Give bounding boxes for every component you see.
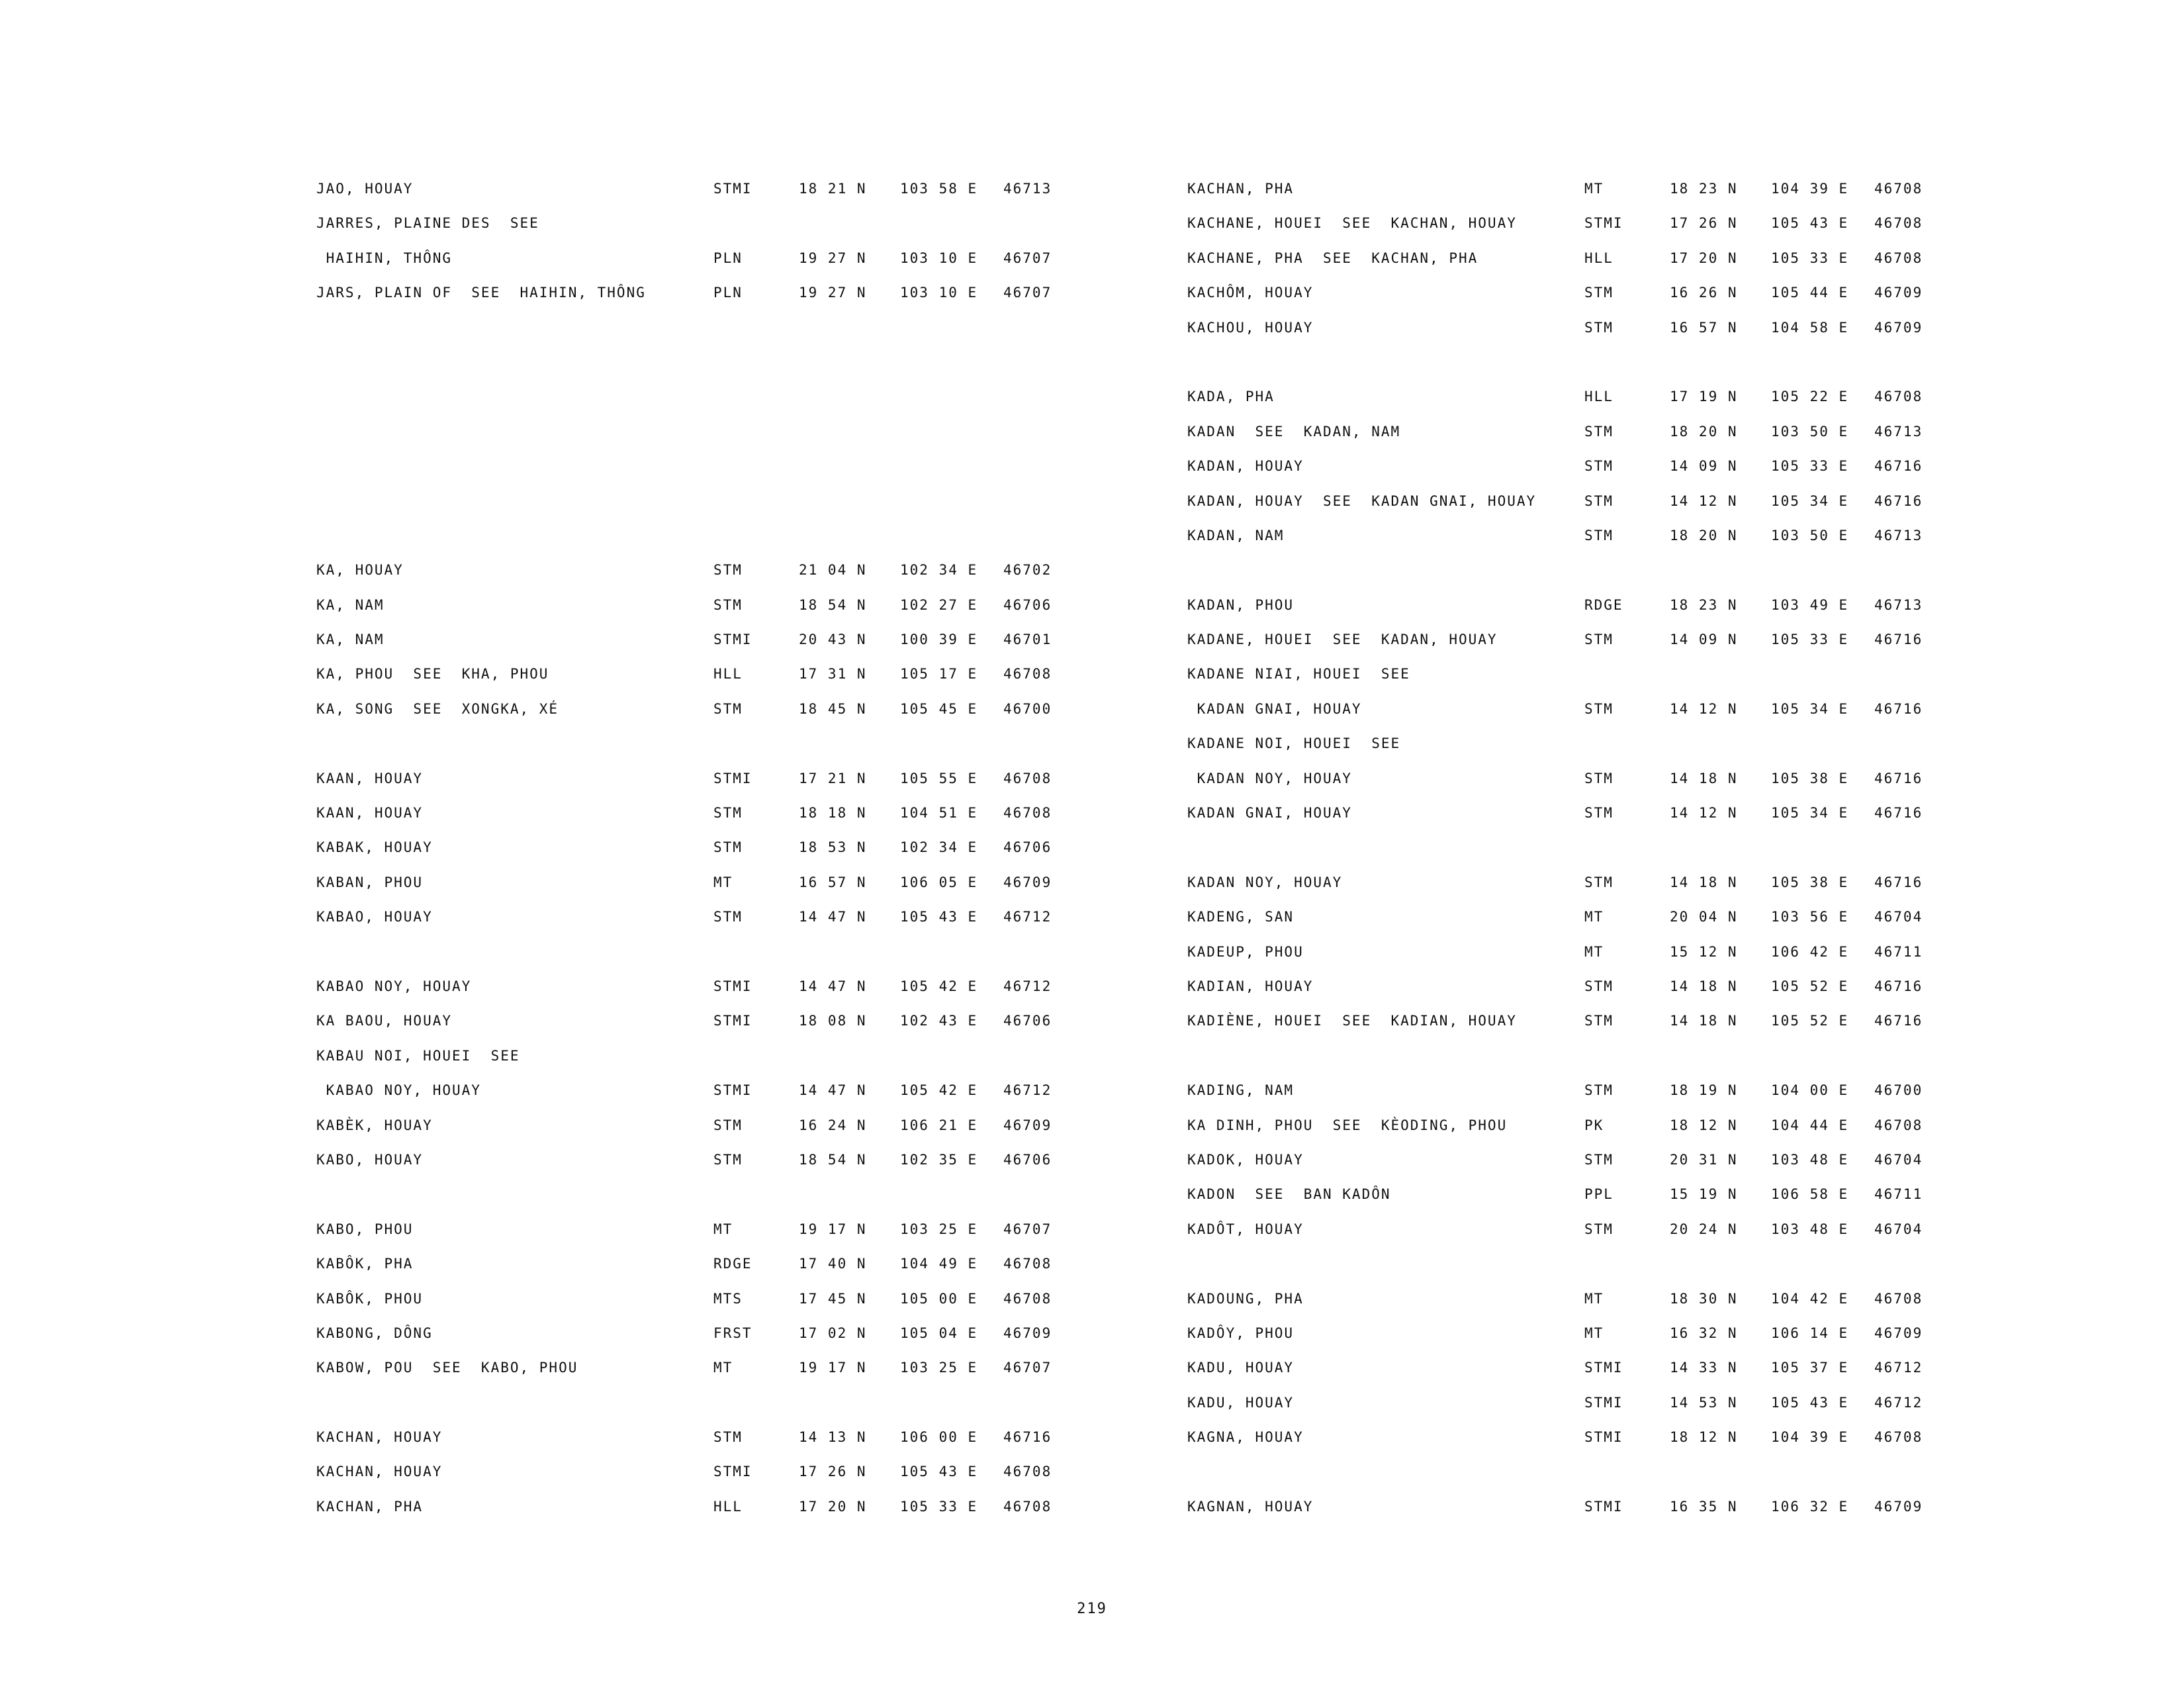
sheet-number: 46709: [1003, 1325, 1052, 1341]
feature-type: STM: [1584, 978, 1614, 994]
feature-type: STM: [713, 700, 743, 717]
place-name: KA DINH, PHOU SEE KÈODING, PHOU: [1187, 1117, 1508, 1133]
latitude: 18 54 N: [799, 1151, 867, 1168]
longitude: 105 22 E: [1771, 389, 1849, 405]
latitude: 18 12 N: [1670, 1117, 1738, 1133]
place-name: KADAN, PHOU: [1187, 596, 1295, 613]
longitude: 104 58 E: [1771, 319, 1849, 336]
sheet-number: 46704: [1874, 1151, 1923, 1168]
latitude: 18 45 N: [799, 700, 867, 717]
sheet-number: 46716: [1874, 700, 1923, 717]
place-name: KADAN, HOUAY: [1187, 458, 1304, 475]
latitude: 18 23 N: [1670, 596, 1738, 613]
place-name: KABÔK, PHA: [316, 1256, 414, 1272]
sheet-number: 46716: [1003, 1429, 1052, 1446]
feature-type: MTS: [713, 1290, 743, 1307]
longitude: 106 14 E: [1771, 1325, 1849, 1341]
feature-type: STM: [1584, 805, 1614, 821]
feature-type: STM: [713, 839, 743, 856]
latitude: 16 57 N: [799, 874, 867, 890]
feature-type: STM: [713, 805, 743, 821]
sheet-number: 46708: [1003, 770, 1052, 786]
place-name: KADAN GNAI, HOUAY: [1187, 700, 1362, 717]
longitude: 106 00 E: [900, 1429, 978, 1446]
feature-type: STM: [1584, 632, 1614, 648]
longitude: 105 37 E: [1771, 1360, 1849, 1376]
feature-type: MT: [1584, 1290, 1604, 1307]
feature-type: HLL: [1584, 389, 1614, 405]
longitude: 102 43 E: [900, 1013, 978, 1029]
place-name: KAGNA, HOUAY: [1187, 1429, 1304, 1446]
place-name: KACHÔM, HOUAY: [1187, 285, 1314, 301]
place-name: KA BAOU, HOUAY: [316, 1013, 453, 1029]
sheet-number: 46708: [1003, 1256, 1052, 1272]
sheet-number: 46716: [1874, 492, 1923, 509]
latitude: 14 09 N: [1670, 458, 1738, 475]
longitude: 106 58 E: [1771, 1186, 1849, 1203]
feature-type: STM: [1584, 458, 1614, 475]
sheet-number: 46713: [1874, 423, 1923, 440]
longitude: 106 05 E: [900, 874, 978, 890]
longitude: 105 43 E: [900, 1464, 978, 1480]
place-name: KA, PHOU SEE KHA, PHOU: [316, 666, 549, 682]
longitude: 103 50 E: [1771, 527, 1849, 543]
place-name: KADA, PHA: [1187, 389, 1275, 405]
latitude: 17 45 N: [799, 1290, 867, 1307]
feature-type: PPL: [1584, 1186, 1614, 1203]
latitude: 20 04 N: [1670, 909, 1738, 925]
latitude: 17 26 N: [799, 1464, 867, 1480]
place-name: KADEUP, PHOU: [1187, 943, 1304, 960]
longitude: 104 00 E: [1771, 1082, 1849, 1099]
feature-type: STMI: [713, 770, 752, 786]
place-name: KACHANE, HOUEI SEE KACHAN, HOUAY: [1187, 215, 1517, 232]
longitude: 103 25 E: [900, 1221, 978, 1237]
longitude: 100 39 E: [900, 632, 978, 648]
feature-type: STM: [713, 1429, 743, 1446]
longitude: 102 35 E: [900, 1151, 978, 1168]
longitude: 105 45 E: [900, 700, 978, 717]
latitude: 18 18 N: [799, 805, 867, 821]
sheet-number: 46700: [1874, 1082, 1923, 1099]
place-name: KABAU NOI, HOUEI SEE: [316, 1047, 520, 1064]
place-name: KABAO, HOUAY: [316, 909, 433, 925]
place-name: KADIÈNE, HOUEI SEE KADIAN, HOUAY: [1187, 1013, 1517, 1029]
place-name: KADANE NOI, HOUEI SEE: [1187, 735, 1401, 752]
feature-type: STM: [1584, 1151, 1614, 1168]
sheet-number: 46712: [1003, 1082, 1052, 1099]
longitude: 105 44 E: [1771, 285, 1849, 301]
place-name: KADAN SEE KADAN, NAM: [1187, 423, 1401, 440]
place-name: KADÔY, PHOU: [1187, 1325, 1295, 1341]
latitude: 16 57 N: [1670, 319, 1738, 336]
place-name: JARS, PLAIN OF SEE HAIHIN, THÔNG: [316, 285, 646, 301]
sheet-number: 46702: [1003, 562, 1052, 579]
feature-type: MT: [1584, 943, 1604, 960]
latitude: 21 04 N: [799, 562, 867, 579]
place-name: KABO, HOUAY: [316, 1151, 424, 1168]
feature-type: STMI: [1584, 1394, 1623, 1411]
latitude: 18 12 N: [1670, 1429, 1738, 1446]
longitude: 105 55 E: [900, 770, 978, 786]
latitude: 17 20 N: [799, 1498, 867, 1515]
feature-type: STM: [1584, 423, 1614, 440]
sheet-number: 46713: [1874, 527, 1923, 543]
longitude: 104 49 E: [900, 1256, 978, 1272]
longitude: 102 34 E: [900, 562, 978, 579]
place-name: KACHAN, HOUAY: [316, 1464, 443, 1480]
sheet-number: 46709: [1874, 285, 1923, 301]
longitude: 105 52 E: [1771, 978, 1849, 994]
place-name: JAO, HOUAY: [316, 181, 414, 197]
latitude: 16 24 N: [799, 1117, 867, 1133]
feature-type: PLN: [713, 250, 743, 266]
latitude: 16 32 N: [1670, 1325, 1738, 1341]
latitude: 20 24 N: [1670, 1221, 1738, 1237]
longitude: 104 51 E: [900, 805, 978, 821]
sheet-number: 46709: [1874, 1498, 1923, 1515]
place-name: KABAO NOY, HOUAY: [316, 1082, 481, 1099]
feature-type: STM: [1584, 1221, 1614, 1237]
sheet-number: 46709: [1003, 874, 1052, 890]
latitude: 16 35 N: [1670, 1498, 1738, 1515]
longitude: 103 56 E: [1771, 909, 1849, 925]
sheet-number: 46712: [1874, 1360, 1923, 1376]
feature-type: STM: [1584, 1082, 1614, 1099]
place-name: KAAN, HOUAY: [316, 805, 424, 821]
place-name: KAAN, HOUAY: [316, 770, 424, 786]
feature-type: STM: [1584, 770, 1614, 786]
feature-type: FRST: [713, 1325, 752, 1341]
latitude: 14 47 N: [799, 978, 867, 994]
sheet-number: 46708: [1874, 1117, 1923, 1133]
longitude: 104 44 E: [1771, 1117, 1849, 1133]
sheet-number: 46716: [1874, 805, 1923, 821]
feature-type: STMI: [713, 1464, 752, 1480]
place-name: KADENG, SAN: [1187, 909, 1295, 925]
place-name: KABO, PHOU: [316, 1221, 414, 1237]
feature-type: MT: [713, 874, 733, 890]
latitude: 18 21 N: [799, 181, 867, 197]
sheet-number: 46712: [1003, 978, 1052, 994]
longitude: 103 49 E: [1771, 596, 1849, 613]
sheet-number: 46700: [1003, 700, 1052, 717]
latitude: 14 47 N: [799, 909, 867, 925]
sheet-number: 46716: [1874, 458, 1923, 475]
sheet-number: 46716: [1874, 1013, 1923, 1029]
feature-type: STMI: [1584, 1360, 1623, 1376]
feature-type: STM: [713, 909, 743, 925]
sheet-number: 46712: [1003, 909, 1052, 925]
place-name: KABAN, PHOU: [316, 874, 424, 890]
latitude: 18 19 N: [1670, 1082, 1738, 1099]
latitude: 18 08 N: [799, 1013, 867, 1029]
sheet-number: 46708: [1874, 215, 1923, 232]
sheet-number: 46708: [1003, 805, 1052, 821]
sheet-number: 46716: [1874, 874, 1923, 890]
place-name: KACHOU, HOUAY: [1187, 319, 1314, 336]
sheet-number: 46713: [1874, 596, 1923, 613]
latitude: 19 17 N: [799, 1221, 867, 1237]
longitude: 102 34 E: [900, 839, 978, 856]
sheet-number: 46709: [1874, 319, 1923, 336]
latitude: 18 54 N: [799, 596, 867, 613]
feature-type: HLL: [713, 666, 743, 682]
longitude: 104 39 E: [1771, 181, 1849, 197]
place-name: JARRES, PLAINE DES SEE: [316, 215, 539, 232]
longitude: 103 58 E: [900, 181, 978, 197]
longitude: 103 48 E: [1771, 1151, 1849, 1168]
place-name: KADOK, HOUAY: [1187, 1151, 1304, 1168]
sheet-number: 46712: [1874, 1394, 1923, 1411]
feature-type: RDGE: [1584, 596, 1623, 613]
feature-type: PK: [1584, 1117, 1604, 1133]
feature-type: STM: [1584, 1013, 1614, 1029]
place-name: KADING, NAM: [1187, 1082, 1295, 1099]
place-name: KABÔK, PHOU: [316, 1290, 424, 1307]
longitude: 103 50 E: [1771, 423, 1849, 440]
sheet-number: 46716: [1874, 632, 1923, 648]
place-name: KADAN GNAI, HOUAY: [1187, 805, 1352, 821]
sheet-number: 46708: [1874, 181, 1923, 197]
longitude: 105 33 E: [1771, 250, 1849, 266]
sheet-number: 46704: [1874, 909, 1923, 925]
latitude: 15 12 N: [1670, 943, 1738, 960]
longitude: 105 17 E: [900, 666, 978, 682]
latitude: 14 18 N: [1670, 874, 1738, 890]
place-name: KABOW, POU SEE KABO, PHOU: [316, 1360, 578, 1376]
place-name: KADOUNG, PHA: [1187, 1290, 1304, 1307]
place-name: KACHAN, PHA: [1187, 181, 1295, 197]
sheet-number: 46706: [1003, 839, 1052, 856]
place-name: KA, HOUAY: [316, 562, 404, 579]
place-name: KA, NAM: [316, 632, 385, 648]
longitude: 103 10 E: [900, 285, 978, 301]
longitude: 105 42 E: [900, 1082, 978, 1099]
place-name: KABÈK, HOUAY: [316, 1117, 433, 1133]
place-name: KABAO NOY, HOUAY: [316, 978, 472, 994]
feature-type: STMI: [713, 1082, 752, 1099]
feature-type: RDGE: [713, 1256, 752, 1272]
longitude: 105 52 E: [1771, 1013, 1849, 1029]
place-name: KACHANE, PHA SEE KACHAN, PHA: [1187, 250, 1479, 266]
feature-type: HLL: [1584, 250, 1614, 266]
feature-type: PLN: [713, 285, 743, 301]
place-name: KADAN, HOUAY SEE KADAN GNAI, HOUAY: [1187, 492, 1537, 509]
place-name: KACHAN, PHA: [316, 1498, 424, 1515]
place-name: KADU, HOUAY: [1187, 1394, 1295, 1411]
latitude: 14 18 N: [1670, 1013, 1738, 1029]
place-name: KADAN NOY, HOUAY: [1187, 770, 1352, 786]
place-name: KABAK, HOUAY: [316, 839, 433, 856]
latitude: 14 18 N: [1670, 770, 1738, 786]
sheet-number: 46708: [1003, 1464, 1052, 1480]
latitude: 18 23 N: [1670, 181, 1738, 197]
latitude: 16 26 N: [1670, 285, 1738, 301]
longitude: 105 04 E: [900, 1325, 978, 1341]
sheet-number: 46708: [1003, 666, 1052, 682]
latitude: 14 12 N: [1670, 492, 1738, 509]
feature-type: STM: [1584, 700, 1614, 717]
sheet-number: 46707: [1003, 285, 1052, 301]
place-name: HAIHIN, THÔNG: [316, 250, 453, 266]
latitude: 14 09 N: [1670, 632, 1738, 648]
longitude: 105 34 E: [1771, 700, 1849, 717]
longitude: 106 21 E: [900, 1117, 978, 1133]
sheet-number: 46709: [1874, 1325, 1923, 1341]
latitude: 14 12 N: [1670, 700, 1738, 717]
feature-type: STMI: [1584, 215, 1623, 232]
latitude: 14 18 N: [1670, 978, 1738, 994]
sheet-number: 46713: [1003, 181, 1052, 197]
feature-type: STM: [713, 596, 743, 613]
longitude: 103 48 E: [1771, 1221, 1849, 1237]
sheet-number: 46708: [1874, 250, 1923, 266]
longitude: 105 33 E: [1771, 458, 1849, 475]
latitude: 14 53 N: [1670, 1394, 1738, 1411]
sheet-number: 46706: [1003, 596, 1052, 613]
place-name: KADANE, HOUEI SEE KADAN, HOUAY: [1187, 632, 1498, 648]
latitude: 14 12 N: [1670, 805, 1738, 821]
place-name: KADÔT, HOUAY: [1187, 1221, 1304, 1237]
feature-type: STM: [1584, 285, 1614, 301]
sheet-number: 46708: [1874, 1290, 1923, 1307]
latitude: 18 20 N: [1670, 423, 1738, 440]
feature-type: HLL: [713, 1498, 743, 1515]
latitude: 14 47 N: [799, 1082, 867, 1099]
sheet-number: 46707: [1003, 1221, 1052, 1237]
latitude: 18 53 N: [799, 839, 867, 856]
sheet-number: 46706: [1003, 1013, 1052, 1029]
sheet-number: 46709: [1003, 1117, 1052, 1133]
longitude: 104 42 E: [1771, 1290, 1849, 1307]
feature-type: STMI: [713, 978, 752, 994]
feature-type: STMI: [713, 632, 752, 648]
longitude: 105 38 E: [1771, 770, 1849, 786]
feature-type: STMI: [1584, 1498, 1623, 1515]
sheet-number: 46716: [1874, 978, 1923, 994]
longitude: 106 32 E: [1771, 1498, 1849, 1515]
feature-type: MT: [1584, 909, 1604, 925]
place-name: KA, NAM: [316, 596, 385, 613]
feature-type: STM: [1584, 874, 1614, 890]
sheet-number: 46701: [1003, 632, 1052, 648]
longitude: 105 43 E: [1771, 215, 1849, 232]
place-name: KACHAN, HOUAY: [316, 1429, 443, 1446]
sheet-number: 46708: [1003, 1290, 1052, 1307]
latitude: 20 31 N: [1670, 1151, 1738, 1168]
latitude: 14 33 N: [1670, 1360, 1738, 1376]
feature-type: STM: [1584, 527, 1614, 543]
sheet-number: 46707: [1003, 250, 1052, 266]
feature-type: STM: [713, 1151, 743, 1168]
longitude: 105 33 E: [1771, 632, 1849, 648]
sheet-number: 46716: [1874, 770, 1923, 786]
sheet-number: 46706: [1003, 1151, 1052, 1168]
sheet-number: 46708: [1874, 1429, 1923, 1446]
latitude: 15 19 N: [1670, 1186, 1738, 1203]
feature-type: MT: [713, 1360, 733, 1376]
latitude: 17 26 N: [1670, 215, 1738, 232]
longitude: 105 43 E: [1771, 1394, 1849, 1411]
latitude: 14 13 N: [799, 1429, 867, 1446]
latitude: 19 27 N: [799, 250, 867, 266]
longitude: 105 34 E: [1771, 805, 1849, 821]
feature-type: STM: [713, 562, 743, 579]
place-name: KA, SONG SEE XONGKA, XÉ: [316, 700, 559, 717]
place-name: KABONG, DÔNG: [316, 1325, 433, 1341]
latitude: 17 40 N: [799, 1256, 867, 1272]
latitude: 17 31 N: [799, 666, 867, 682]
longitude: 105 42 E: [900, 978, 978, 994]
sheet-number: 46708: [1874, 389, 1923, 405]
latitude: 18 30 N: [1670, 1290, 1738, 1307]
place-name: KAGNAN, HOUAY: [1187, 1498, 1314, 1515]
sheet-number: 46711: [1874, 1186, 1923, 1203]
place-name: KADANE NIAI, HOUEI SEE: [1187, 666, 1410, 682]
sheet-number: 46708: [1003, 1498, 1052, 1515]
longitude: 105 33 E: [900, 1498, 978, 1515]
latitude: 20 43 N: [799, 632, 867, 648]
longitude: 102 27 E: [900, 596, 978, 613]
longitude: 105 38 E: [1771, 874, 1849, 890]
place-name: KADAN, NAM: [1187, 527, 1285, 543]
feature-type: STM: [1584, 492, 1614, 509]
sheet-number: 46711: [1874, 943, 1923, 960]
feature-type: STMI: [713, 1013, 752, 1029]
sheet-number: 46707: [1003, 1360, 1052, 1376]
latitude: 17 20 N: [1670, 250, 1738, 266]
place-name: KADU, HOUAY: [1187, 1360, 1295, 1376]
feature-type: STMI: [713, 181, 752, 197]
sheet-number: 46704: [1874, 1221, 1923, 1237]
longitude: 105 43 E: [900, 909, 978, 925]
longitude: 105 00 E: [900, 1290, 978, 1307]
place-name: KADAN NOY, HOUAY: [1187, 874, 1343, 890]
place-name: KADON SEE BAN KADÔN: [1187, 1186, 1391, 1203]
latitude: 17 21 N: [799, 770, 867, 786]
longitude: 105 34 E: [1771, 492, 1849, 509]
latitude: 18 20 N: [1670, 527, 1738, 543]
feature-type: MT: [1584, 181, 1604, 197]
latitude: 17 19 N: [1670, 389, 1738, 405]
latitude: 19 17 N: [799, 1360, 867, 1376]
feature-type: STM: [713, 1117, 743, 1133]
feature-type: MT: [1584, 1325, 1604, 1341]
feature-type: MT: [713, 1221, 733, 1237]
longitude: 103 25 E: [900, 1360, 978, 1376]
longitude: 104 39 E: [1771, 1429, 1849, 1446]
feature-type: STMI: [1584, 1429, 1623, 1446]
feature-type: STM: [1584, 319, 1614, 336]
longitude: 103 10 E: [900, 250, 978, 266]
place-name: KADIAN, HOUAY: [1187, 978, 1314, 994]
latitude: 19 27 N: [799, 285, 867, 301]
longitude: 106 42 E: [1771, 943, 1849, 960]
latitude: 17 02 N: [799, 1325, 867, 1341]
page-number: 219: [1077, 1601, 1107, 1617]
